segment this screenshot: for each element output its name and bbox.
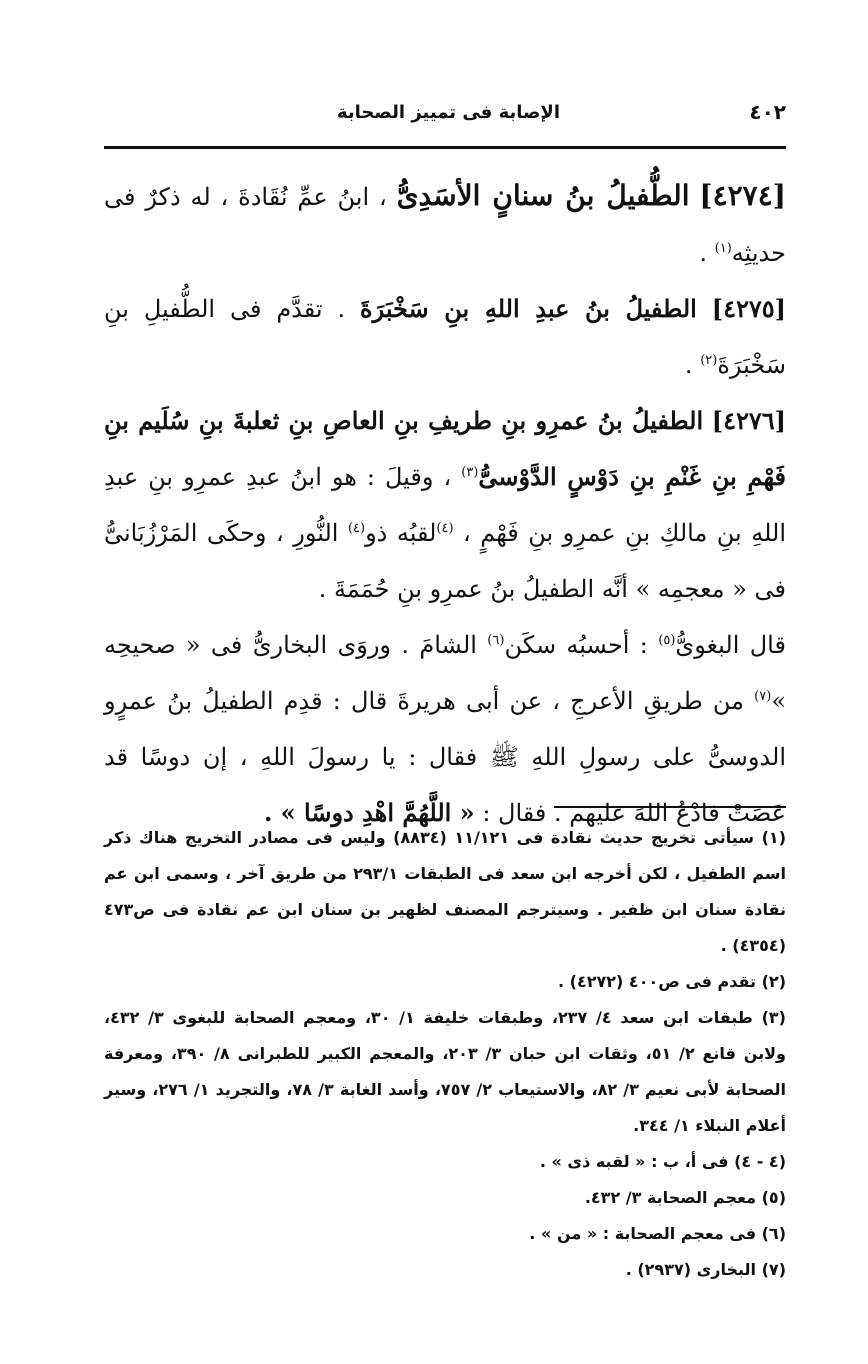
footnote-6: (٦) فى معجم الصحابة : « من » . xyxy=(529,1224,786,1243)
entry-number: [٤٢٧٥] xyxy=(711,294,786,323)
narration-text: من طريقِ الأعرجِ ، عن أبى هريرةَ قال : قدِم الطفيلُ بنُ عمرٍو الدوسىُّ على رسولِ اللهِ ﷺ فقال : يا رسولَ اللهِ ، إن دوسًا قد عَصَتْ فادْعُ اللهَ عليهم . فقال : xyxy=(104,687,786,827)
footnote-5: (٥) معجم الصحابة ٣/ ٤٣٢. xyxy=(584,1188,786,1207)
header-rule xyxy=(104,146,786,149)
entry-tail: . xyxy=(699,239,707,267)
footnote-ref[interactable]: (٣) xyxy=(461,465,479,480)
page-number: ٤٠٢ xyxy=(749,100,786,124)
prophetic-quote: « اللَّهُمَّ اهْدِ دوسًا » . xyxy=(263,798,475,827)
entry-number: [٤٢٧٤] xyxy=(699,179,786,212)
footnote-ref[interactable]: (١) xyxy=(714,241,732,256)
footnote-ref[interactable]: (٢) xyxy=(700,353,718,368)
footnote-ref[interactable]: (٤) xyxy=(347,521,366,536)
footnote-ref[interactable]: (٧) xyxy=(754,689,772,704)
entry-text: ، ابنُ عمِّ نُقَادةَ ، له ذكرٌ فى حديثِه xyxy=(104,183,786,267)
footnote-2: (٢) تقدم فى ص٤٠٠ (٤٢٧٢) . xyxy=(558,972,786,991)
narration-text: : أحسبُه سكَن xyxy=(504,631,648,659)
entry-name: الطفيلُ بنُ عمرِو بنِ طريفِ بنِ العاصِ بنِ ثعلبةَ بنِ سُلَيم بنِ فَهْمِ بنِ غَنْمِ بنِ دَوْسٍ الدَّوْسىُّ xyxy=(104,406,786,491)
running-title: الإصابة فى تمييز الصحابة xyxy=(337,102,560,123)
footnotes xyxy=(104,820,786,1288)
entry-text: النُّورِ ، وحكَى المَرْزُبَانىُّ فى « معجمِه » أنَّه الطفيلُ بنُ عمرِو بنِ حُمَمَةَ . xyxy=(104,519,786,603)
entry-text: . تقدَّم فى الطُّفيلِ بنِ سَخْبَرَةَ xyxy=(104,295,786,379)
footnote-7: (٧) البخارى (٢٩٣٧) . xyxy=(625,1260,786,1279)
footnote-rule xyxy=(554,806,786,808)
entry-4274 xyxy=(104,168,786,281)
entry-4276 xyxy=(104,393,786,617)
footnote-ref[interactable]: (٥) xyxy=(658,633,676,648)
main-text xyxy=(104,168,786,841)
entry-number: [٤٢٧٦] xyxy=(711,406,786,435)
footnote-4: (٤ - ٤) فى أ، ب : « لقبه ذى » . xyxy=(539,1152,786,1171)
narration-text: قال البغوىُّ xyxy=(675,631,786,659)
running-header xyxy=(104,96,786,136)
footnote-ref[interactable]: (٦) xyxy=(487,633,505,648)
narration-text: الشامَ . وروَى البخارىُّ فى « صحيحِه » xyxy=(104,631,786,715)
entry-name: الطفيلُ بنُ عبدِ اللهِ بنِ سَخْبَرَةَ xyxy=(360,294,697,323)
entry-text: ، وقيلَ : هو ابنُ عبدِ عمرِو بنِ عبدِ اللهِ بنِ مالكِ بنِ عمرِو بنِ فَهْمٍ ، xyxy=(104,463,787,547)
footnote-3: (٣) طبقات ابن سعد ٤/ ٢٣٧، وطبقات خليفة ١/ ٣٠، ومعجم الصحابة للبغوى ٣/ ٤٣٢، ولابن قانع ٢/ ٥١، وثقات ابن حبان ٣/ ٢٠٣، والمعجم الكبير للطبرانى ٨/ ٣٩٠، ومعرفة الصحابة لأبى نعيم ٣/ ٨٢، والاستيعاب ٢/ ٧٥٧، وأسد الغابة ٣/ ٧٨، والتجريد ١/ ٢٧٦، وسير أعلام النبلاء ١/ ٣٤٤. xyxy=(104,1008,787,1135)
entry-text: لقبُه ذو xyxy=(365,519,437,547)
entry-tail: . xyxy=(684,351,693,379)
entry-4275 xyxy=(104,281,786,393)
footnote-ref[interactable]: (٤) xyxy=(436,521,454,536)
entry-name: الطُّفيلُ بنُ سنانٍ الأسَدِىُّ xyxy=(396,179,690,212)
footnote-1: (١) سيأتى تخريج حديث نقادة فى ١١/١٢١ (٨٨٣٤) وليس فى مصادر التخريج هناك ذكر اسم الطفيل ، لكن أخرجه ابن سعد فى الطبقات ٢٩٣/١ من طريق آخر ، وسمى ابن عم نقادة سنان ابن ظفير . وسيترجم المصنف لظهير بن سنان ابن عم نقادة فى ص٤٧٣ (٤٣٥٤) . xyxy=(104,828,786,955)
